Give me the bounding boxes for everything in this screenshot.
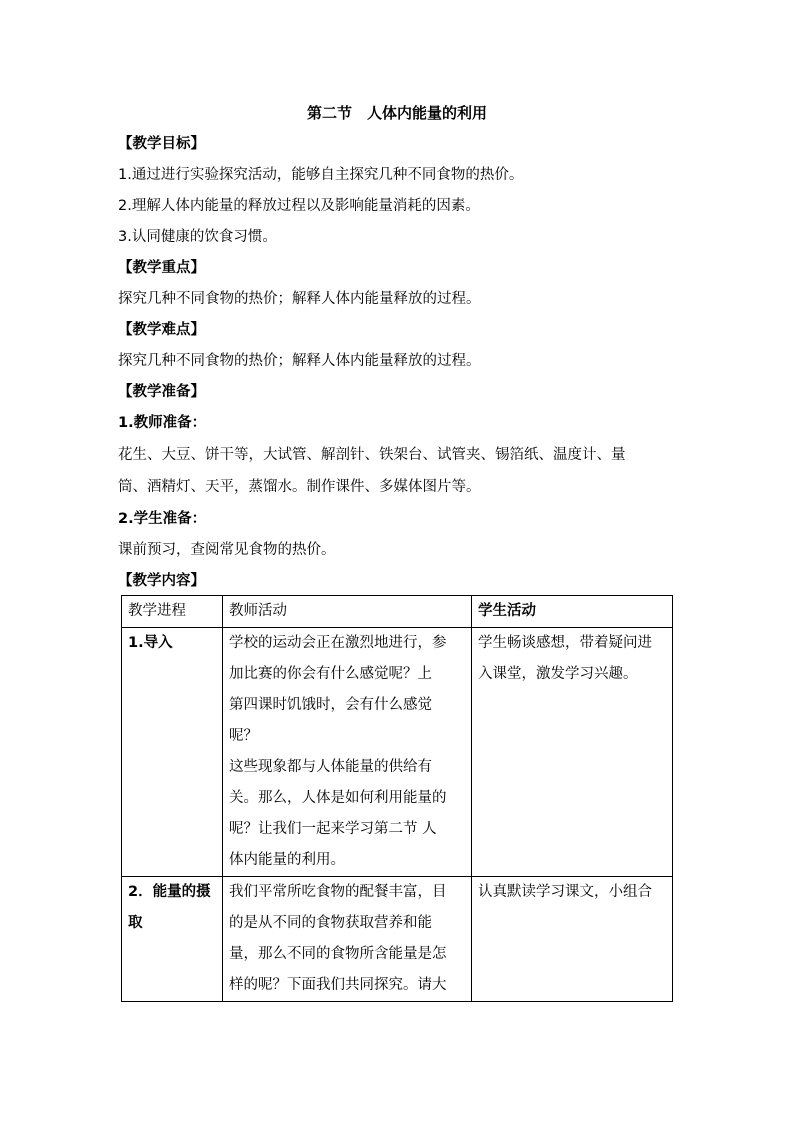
content-heading: 【教学内容】	[118, 573, 205, 589]
table-row	[122, 628, 673, 877]
page-title: 第二节 人体内能量的利用	[306, 104, 487, 122]
header-stage: 教学进程	[122, 596, 223, 628]
header-teacher-activity: 教师活动	[223, 596, 472, 628]
teacher-line: 的是从不同的食物获取营养和能	[229, 915, 432, 931]
teacher-line: 我们平常所吃食物的配餐丰富，目	[229, 884, 447, 900]
student-prep-text: 课前预习，查阅常见食物的热价。	[118, 542, 336, 558]
teacher-line: 呢？让我们一起来学习第二节 人	[229, 821, 437, 837]
teacher-prep-line-2: 筒、酒精灯、天平，蒸馏水。制作课件、多媒体图片等。	[118, 479, 481, 495]
difficult-points-heading: 【教学难点】	[118, 322, 205, 338]
teacher-line: 体内能量的利用。	[229, 852, 345, 868]
difficult-points-text: 探究几种不同食物的热价；解释人体内能量释放的过程。	[118, 353, 481, 369]
student-line: 入课堂，激发学习兴趣。	[478, 666, 638, 682]
teacher-prep-line-1: 花生、大豆、饼干等，大试管、解剖针、铁架台、试管夹、锡箔纸、温度计、量	[118, 447, 626, 463]
stage-line: 2．能量的摄	[128, 884, 211, 900]
student-line: 学生畅谈感想，带着疑问进	[478, 635, 652, 651]
teacher-line: 加比赛的你会有什么感觉呢？上	[229, 666, 432, 682]
teacher-activity-energy	[223, 877, 472, 1002]
goal-item-3: 3.认同健康的饮食习惯。	[118, 229, 277, 245]
student-prep-heading: 2.学生准备：	[118, 511, 207, 527]
teacher-activity-intro	[223, 628, 472, 877]
key-points-text: 探究几种不同食物的热价；解释人体内能量释放的过程。	[118, 291, 481, 307]
goals-heading: 【教学目标】	[118, 136, 205, 152]
student-line: 认真默读学习课文，小组合	[478, 884, 652, 900]
stage-line: 取	[128, 915, 143, 931]
key-points-heading: 【教学重点】	[118, 260, 205, 276]
student-activity-intro	[472, 628, 673, 877]
student-activity-energy	[472, 877, 673, 1002]
teacher-line: 这些现象都与人体能量的供给有	[229, 759, 432, 775]
lesson-content-table	[121, 595, 673, 1002]
goal-item-2: 2.理解人体内能量的释放过程以及影响能量消耗的因素。	[118, 198, 480, 214]
teacher-line: 第四课时饥饿时，会有什么感觉	[229, 697, 432, 713]
teacher-line: 量，那么不同的食物所含能量是怎	[229, 946, 447, 962]
stage-energy-intake	[122, 877, 223, 1002]
teacher-line: 样的呢？下面我们共同探究。请大	[229, 977, 447, 993]
teacher-line: 呢？	[229, 728, 258, 744]
teacher-line: 学校的运动会正在激烈地进行，参	[229, 635, 447, 651]
teacher-line: 关。那么，人体是如何利用能量的	[229, 790, 447, 806]
table-row	[122, 877, 673, 1002]
preparation-heading: 【教学准备】	[118, 384, 205, 400]
table-header-row	[122, 596, 673, 628]
header-student-activity: 学生活动	[472, 596, 673, 628]
teacher-prep-heading: 1.教师准备：	[118, 415, 207, 431]
goal-item-1: 1.通过进行实验探究活动，能够自主探究几种不同食物的热价。	[118, 167, 524, 183]
stage-intro: 1.导入	[122, 628, 223, 877]
